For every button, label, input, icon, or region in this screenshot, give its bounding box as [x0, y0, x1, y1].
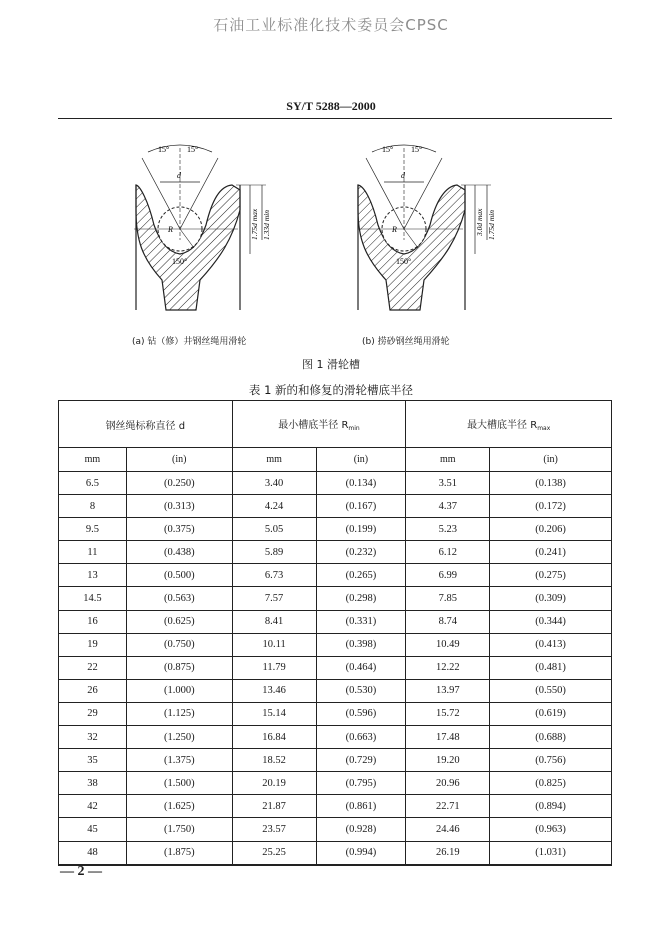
table-cell: 4.24 — [232, 495, 316, 518]
drawing-a — [134, 145, 271, 310]
table-row — [59, 702, 612, 725]
table-row — [59, 587, 612, 610]
table-cell: (0.398) — [316, 633, 406, 656]
table-cell: 7.85 — [406, 587, 490, 610]
header-max-radius-text: 最大槽底半径 R — [467, 420, 538, 431]
table-cell: 23.57 — [232, 818, 316, 841]
table-cell: (0.928) — [316, 818, 406, 841]
table-cell: 18.52 — [232, 749, 316, 772]
table-cell: (0.298) — [316, 587, 406, 610]
unit-header: mm — [406, 448, 490, 472]
arc-angle-label-a: 150° — [172, 257, 188, 266]
table-cell: 6.12 — [406, 541, 490, 564]
table-cell: 3.51 — [406, 472, 490, 495]
table-row — [59, 633, 612, 656]
table-row — [59, 749, 612, 772]
table-cell: 20.19 — [232, 772, 316, 795]
table-cell: 16.84 — [232, 726, 316, 749]
angle-label-a2: 15° — [187, 145, 199, 154]
table-cell: 8.74 — [406, 610, 490, 633]
table-cell: (0.625) — [126, 610, 232, 633]
table-cell: (0.138) — [490, 472, 612, 495]
dia-label-a: d — [177, 171, 181, 180]
table-cell: (0.825) — [490, 772, 612, 795]
units-row — [59, 448, 612, 472]
table-cell: 29 — [59, 702, 127, 725]
table-cell: (0.894) — [490, 795, 612, 818]
watermark: 石油工业标准化技术委员会CPSC — [213, 16, 449, 34]
table-cell: (1.875) — [126, 841, 232, 865]
table-row — [59, 679, 612, 702]
table-cell: (1.031) — [490, 841, 612, 865]
unit-header: mm — [59, 448, 127, 472]
table-row — [59, 610, 612, 633]
table-cell: (0.963) — [490, 818, 612, 841]
table-row — [59, 726, 612, 749]
table-cell: (0.861) — [316, 795, 406, 818]
table-cell: (0.481) — [490, 656, 612, 679]
figure-sheave-groove — [120, 130, 500, 348]
unit-header: (in) — [126, 448, 232, 472]
table-cell: (1.625) — [126, 795, 232, 818]
table-cell: (0.275) — [490, 564, 612, 587]
table-cell: 6.5 — [59, 472, 127, 495]
unit-header: (in) — [316, 448, 406, 472]
table-cell: (0.500) — [126, 564, 232, 587]
table-cell: 11 — [59, 541, 127, 564]
table-cell: 16 — [59, 610, 127, 633]
table-cell: (1.000) — [126, 679, 232, 702]
table-cell: (0.199) — [316, 518, 406, 541]
table-row — [59, 495, 612, 518]
figure-caption-a: (a) 钻（修）井钢丝绳用滑轮 — [132, 337, 247, 347]
table-cell: 15.14 — [232, 702, 316, 725]
table-cell: (0.206) — [490, 518, 612, 541]
table-row — [59, 518, 612, 541]
dim-b-min: 1.75d min — [487, 210, 496, 240]
table-cell: 19 — [59, 633, 127, 656]
table-row — [59, 818, 612, 841]
table-cell: (0.729) — [316, 749, 406, 772]
header-rope-diameter: 钢丝绳标称直径 d — [59, 401, 233, 448]
table-cell: 21.87 — [232, 795, 316, 818]
table-cell: 12.22 — [406, 656, 490, 679]
table-cell: 6.99 — [406, 564, 490, 587]
table-cell: 10.11 — [232, 633, 316, 656]
figure-caption-b: (b) 捞砂钢丝绳用滑轮 — [362, 337, 450, 347]
table-cell: (0.265) — [316, 564, 406, 587]
table-cell: 19.20 — [406, 749, 490, 772]
table-cell: (0.619) — [490, 702, 612, 725]
table-cell: 10.49 — [406, 633, 490, 656]
drawing-b — [358, 145, 496, 310]
dim-b-max: 3.0d max — [475, 208, 484, 236]
table-cell: (0.550) — [490, 679, 612, 702]
table-cell: (0.309) — [490, 587, 612, 610]
table-cell: 17.48 — [406, 726, 490, 749]
table-cell: 26.19 — [406, 841, 490, 865]
doc-code: SY/T 5288—2000 — [286, 99, 376, 113]
angle-label-b2: 15° — [411, 145, 423, 154]
table-cell: 5.05 — [232, 518, 316, 541]
table-title: 表 1 新的和修复的滑轮槽底半径 — [248, 383, 414, 397]
table-cell: (0.795) — [316, 772, 406, 795]
table-row — [59, 541, 612, 564]
table-cell: (0.232) — [316, 541, 406, 564]
header-rule — [58, 118, 612, 119]
table-cell: 26 — [59, 679, 127, 702]
table-cell: (0.994) — [316, 841, 406, 865]
table-cell: (0.331) — [316, 610, 406, 633]
table-cell: (0.438) — [126, 541, 232, 564]
table-cell: (1.500) — [126, 772, 232, 795]
arc-angle-label-b: 150° — [396, 257, 412, 266]
table-cell: (0.172) — [490, 495, 612, 518]
table-cell: 42 — [59, 795, 127, 818]
table-cell: 5.23 — [406, 518, 490, 541]
table-cell: 48 — [59, 841, 127, 865]
radius-label-b: R — [392, 225, 397, 234]
header-max-radius-sub: max — [537, 425, 551, 432]
table-cell: (0.875) — [126, 656, 232, 679]
table-cell: (0.530) — [316, 679, 406, 702]
dia-label-b: d — [401, 171, 405, 180]
page-number: — 2 — — [60, 864, 102, 879]
table-cell: 11.79 — [232, 656, 316, 679]
table-cell: (1.125) — [126, 702, 232, 725]
table-cell: (1.750) — [126, 818, 232, 841]
unit-header: mm — [232, 448, 316, 472]
table-cell: 9.5 — [59, 518, 127, 541]
sheave-radius-table — [58, 400, 612, 866]
header-min-radius-text: 最小槽底半径 R — [278, 420, 349, 431]
table-row — [59, 795, 612, 818]
table-cell: (0.313) — [126, 495, 232, 518]
table-cell: 5.89 — [232, 541, 316, 564]
dim-a-max: 1.75d max — [250, 208, 259, 240]
table-cell: (0.375) — [126, 518, 232, 541]
table-cell: (0.663) — [316, 726, 406, 749]
table-cell: (0.134) — [316, 472, 406, 495]
table-cell: 22.71 — [406, 795, 490, 818]
table-row — [59, 656, 612, 679]
table-row — [59, 772, 612, 795]
header-max-radius — [406, 401, 612, 448]
table-cell: (1.250) — [126, 726, 232, 749]
table-cell: 32 — [59, 726, 127, 749]
figure-title: 图 1 滑轮槽 — [302, 358, 360, 371]
table-cell: 13.97 — [406, 679, 490, 702]
table-cell: (0.464) — [316, 656, 406, 679]
table-row — [59, 564, 612, 587]
table-cell: 25.25 — [232, 841, 316, 865]
radius-label-a: R — [168, 225, 173, 234]
table-cell: (0.750) — [126, 633, 232, 656]
table-cell: 15.72 — [406, 702, 490, 725]
table-cell: (0.241) — [490, 541, 612, 564]
table-cell: (0.756) — [490, 749, 612, 772]
table-cell: 13.46 — [232, 679, 316, 702]
table-cell: (1.375) — [126, 749, 232, 772]
table-cell: (0.250) — [126, 472, 232, 495]
table-cell: (0.344) — [490, 610, 612, 633]
table-cell: 22 — [59, 656, 127, 679]
table-cell: 13 — [59, 564, 127, 587]
table-cell: 38 — [59, 772, 127, 795]
table-cell: 24.46 — [406, 818, 490, 841]
table-cell: 45 — [59, 818, 127, 841]
table-cell: 7.57 — [232, 587, 316, 610]
table-row — [59, 472, 612, 495]
angle-label-b1: 15° — [382, 145, 394, 154]
table-cell: 4.37 — [406, 495, 490, 518]
table-cell: (0.413) — [490, 633, 612, 656]
table-cell: 8.41 — [232, 610, 316, 633]
table-cell: (0.167) — [316, 495, 406, 518]
table-cell: 35 — [59, 749, 127, 772]
unit-header: (in) — [490, 448, 612, 472]
table-cell: (0.596) — [316, 702, 406, 725]
dim-a-min: 1.33d min — [262, 210, 271, 240]
table-cell: 6.73 — [232, 564, 316, 587]
table-row — [59, 841, 612, 865]
header-min-radius — [232, 401, 406, 448]
table-cell: 20.96 — [406, 772, 490, 795]
table-cell: (0.563) — [126, 587, 232, 610]
table-cell: 3.40 — [232, 472, 316, 495]
header-min-radius-sub: min — [348, 425, 360, 432]
table-cell: (0.688) — [490, 726, 612, 749]
table-cell: 8 — [59, 495, 127, 518]
table-body — [59, 472, 612, 865]
angle-label-a1: 15° — [158, 145, 170, 154]
table-cell: 14.5 — [59, 587, 127, 610]
